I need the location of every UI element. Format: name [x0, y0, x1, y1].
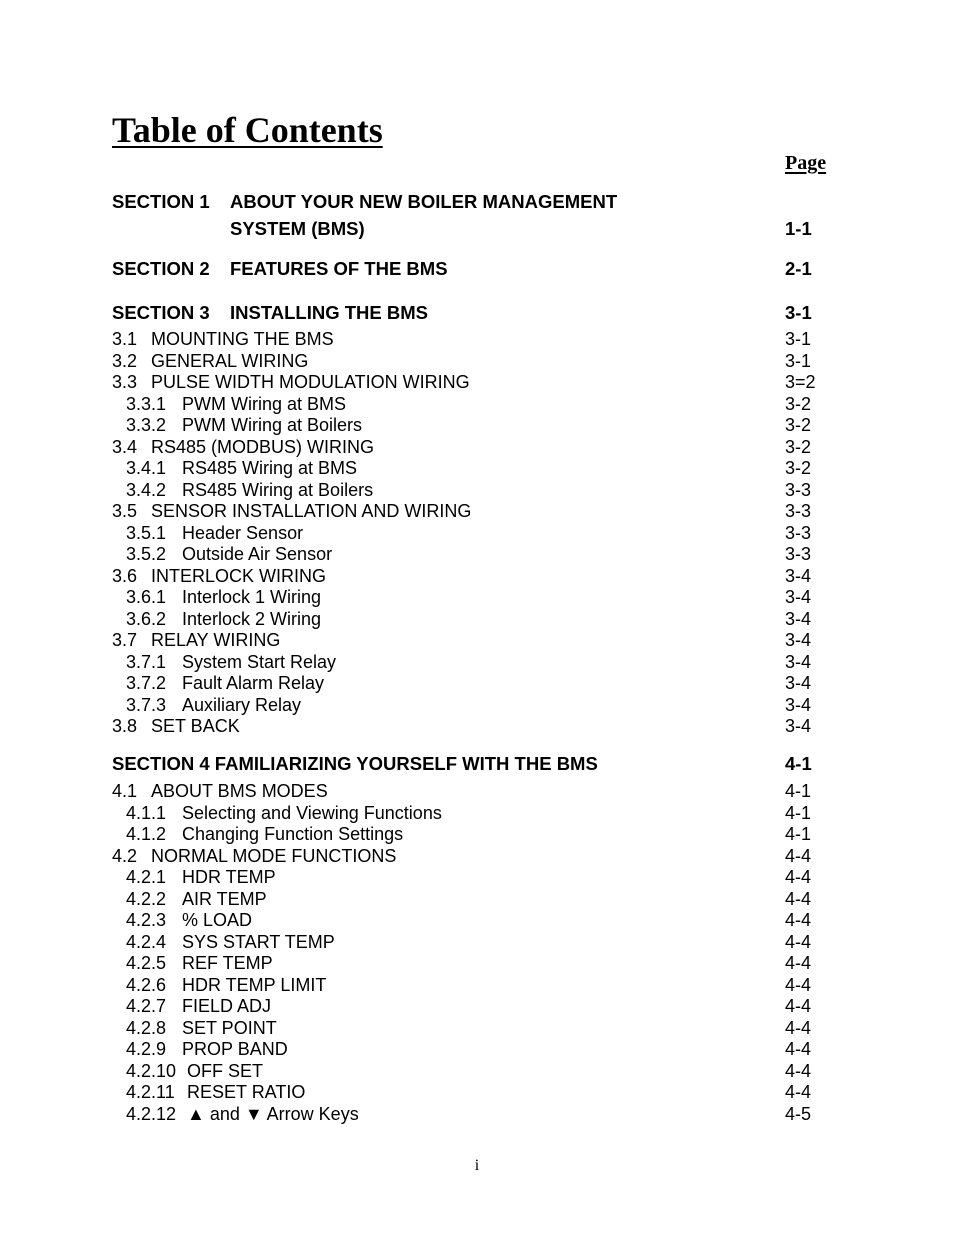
entry-number: 4.1.1 [126, 802, 167, 823]
toc-subentry[interactable] [0, 909, 954, 931]
entry-number: 3.5 [112, 501, 138, 521]
entry-title: PROP BAND [182, 1039, 288, 1059]
entry-page: 4-4 [785, 996, 812, 1016]
entry-title: RS485 Wiring at Boilers [182, 479, 374, 500]
entry-number: 4.2.1 [126, 867, 167, 887]
entry-title: ABOUT BMS MODES [151, 781, 328, 801]
entry-title: OFF SET [187, 1060, 263, 1081]
entry-title: Outside Air Sensor [182, 544, 333, 564]
entry-title: HDR TEMP LIMIT [182, 974, 327, 995]
toc-subentry[interactable] [0, 802, 954, 824]
toc-subentry[interactable] [0, 393, 954, 415]
entry-page: 3-4 [785, 716, 812, 736]
entry-number: 4.2.7 [126, 996, 167, 1016]
toc-subentry[interactable] [0, 457, 954, 479]
entry-number: 3.4 [112, 436, 138, 457]
toc-subentry[interactable] [0, 888, 954, 910]
toc-entry[interactable] [0, 715, 954, 737]
entry-page: 4-4 [785, 931, 812, 952]
entry-title: Fault Alarm Relay [182, 673, 325, 693]
entry-title: ▲ and ▼ Arrow Keys [187, 1103, 359, 1124]
page-number-footer: i [474, 1157, 480, 1174]
entry-page: 4-4 [785, 867, 812, 887]
toc-subentry[interactable] [0, 995, 954, 1017]
toc-entry[interactable] [0, 780, 954, 802]
entry-page: 4-4 [785, 1039, 812, 1059]
entry-title: SYS START TEMP [182, 931, 335, 952]
entry-title: SET BACK [151, 716, 240, 736]
entry-title: NORMAL MODE FUNCTIONS [151, 845, 397, 866]
toc-subentry[interactable] [0, 823, 954, 845]
entry-title: Changing Function Settings [182, 824, 404, 844]
toc-entry[interactable] [0, 350, 954, 372]
entry-page: 4-5 [785, 1103, 812, 1124]
entry-number: 3.6 [112, 565, 138, 586]
entry-page: 3-2 [785, 458, 812, 478]
entry-page: 3-1 [785, 329, 812, 349]
toc-subentry[interactable] [0, 974, 954, 996]
entry-page: 3-4 [785, 587, 812, 607]
entry-title: HDR TEMP [182, 867, 276, 887]
entry-page: 3-2 [785, 436, 812, 457]
entry-page: 3-2 [785, 393, 812, 414]
entry-number: 4.1.2 [126, 824, 167, 844]
toc-entry[interactable] [0, 500, 954, 522]
section-page: 3-1 [785, 302, 812, 323]
entry-number: 3.6.2 [126, 608, 167, 629]
entry-number: 4.2.9 [126, 1039, 167, 1059]
toc-subentry[interactable] [0, 543, 954, 565]
section-number: SECTION 2 [112, 258, 210, 279]
toc-subentry[interactable] [0, 479, 954, 501]
entry-title: AIR TEMP [182, 888, 267, 909]
toc-entry[interactable] [0, 436, 954, 458]
toc-subentry[interactable] [0, 651, 954, 673]
toc-section-row[interactable] [0, 191, 954, 213]
entry-number: 3.6.1 [126, 587, 167, 607]
entry-number: 4.2.5 [126, 953, 167, 973]
toc-subentry[interactable] [0, 608, 954, 630]
toc-entry[interactable] [0, 565, 954, 587]
entry-number: 4.2.12 [126, 1103, 177, 1124]
entry-title: PWM Wiring at Boilers [182, 415, 363, 435]
entry-title: FIELD ADJ [182, 996, 272, 1016]
toc-section-row[interactable] [0, 753, 954, 775]
section-number: SECTION 1 [112, 191, 210, 212]
entry-number: 3.7.3 [126, 694, 167, 715]
entry-page: 3-3 [785, 501, 812, 521]
entry-number: 3.3.2 [126, 415, 167, 435]
entry-page: 4-4 [785, 1017, 812, 1038]
entry-title: Selecting and Viewing Functions [182, 802, 442, 823]
toc-subentry[interactable] [0, 672, 954, 694]
entry-page: 3=2 [785, 372, 816, 392]
entry-title: GENERAL WIRING [151, 350, 309, 371]
toc-section-row[interactable] [0, 258, 954, 280]
entry-number: 3.7.2 [126, 673, 167, 693]
entry-page: 3-3 [785, 522, 812, 543]
entry-number: 4.2.8 [126, 1017, 167, 1038]
entry-title: Interlock 2 Wiring [182, 608, 322, 629]
toc-subentry[interactable] [0, 1038, 954, 1060]
entry-page: 3-3 [785, 479, 812, 500]
toc-section-row[interactable] [0, 218, 954, 240]
entry-page: 3-3 [785, 544, 812, 564]
entry-title: Header Sensor [182, 522, 304, 543]
toc-subentry[interactable] [0, 952, 954, 974]
entry-page: 3-1 [785, 350, 812, 371]
toc-subentry[interactable] [0, 414, 954, 436]
entry-number: 3.8 [112, 716, 138, 736]
entry-page: 4-4 [785, 1082, 812, 1102]
entry-title: INTERLOCK WIRING [151, 565, 327, 586]
toc-subentry[interactable] [0, 1103, 954, 1125]
entry-page: 3-4 [785, 673, 812, 693]
section-page: 4-1 [785, 753, 812, 774]
entry-page: 3-4 [785, 694, 812, 715]
entry-title: SENSOR INSTALLATION AND WIRING [151, 501, 472, 521]
entry-number: 4.2.6 [126, 974, 167, 995]
entry-number: 4.2.11 [126, 1082, 175, 1102]
entry-page: 4-4 [785, 845, 812, 866]
toc-subentry[interactable] [0, 1017, 954, 1039]
entry-page: 4-1 [785, 802, 812, 823]
entry-page: 4-1 [785, 781, 812, 801]
entry-number: 3.5.1 [126, 522, 167, 543]
entry-page: 3-4 [785, 630, 812, 650]
entry-page: 4-1 [785, 824, 812, 844]
entry-title: Interlock 1 Wiring [182, 587, 322, 607]
entry-title: % LOAD [182, 910, 253, 930]
entry-title: SET POINT [182, 1017, 277, 1038]
section-number: SECTION 4 FAMILIARIZING YOURSELF WITH THE BMS [112, 753, 598, 774]
toc-subentry[interactable] [0, 694, 954, 716]
section-title: ABOUT YOUR NEW BOILER MANAGEMENT [230, 191, 618, 212]
entry-page: 4-4 [785, 910, 812, 930]
entry-title: RS485 Wiring at BMS [182, 458, 358, 478]
entry-number: 4.2.3 [126, 910, 167, 930]
entry-number: 3.2 [112, 350, 138, 371]
toc-entry[interactable] [0, 371, 954, 393]
toc-entry[interactable] [0, 845, 954, 867]
entry-number: 4.2.2 [126, 888, 167, 909]
entry-number: 3.3.1 [126, 393, 167, 414]
toc-subentry[interactable] [0, 1060, 954, 1082]
page-title: Table of Contents [112, 110, 383, 150]
entry-number: 3.4.1 [126, 458, 167, 478]
entry-title: MOUNTING THE BMS [151, 329, 334, 349]
toc-subentry[interactable] [0, 866, 954, 888]
entry-number: 4.1 [112, 781, 138, 801]
section-page: 1-1 [785, 218, 812, 239]
toc-subentry[interactable] [0, 1081, 954, 1103]
entry-title: RS485 (MODBUS) WIRING [151, 436, 375, 457]
toc-subentry[interactable] [0, 586, 954, 608]
toc-subentry[interactable] [0, 931, 954, 953]
toc-entry[interactable] [0, 629, 954, 651]
entry-title: RESET RATIO [187, 1082, 306, 1102]
entry-title: PWM Wiring at BMS [182, 393, 347, 414]
entry-number: 4.2.10 [126, 1060, 177, 1081]
entry-page: 4-4 [785, 974, 812, 995]
entry-number: 3.4.2 [126, 479, 167, 500]
entry-title: RELAY WIRING [151, 630, 281, 650]
entry-page: 4-4 [785, 953, 812, 973]
entry-page: 4-4 [785, 1060, 812, 1081]
entry-title: Auxiliary Relay [182, 694, 302, 715]
page-column-header: Page [785, 152, 827, 174]
section-title: INSTALLING THE BMS [230, 302, 429, 323]
entry-number: 3.3 [112, 372, 138, 392]
entry-number: 3.7 [112, 630, 138, 650]
section-page: 2-1 [785, 258, 812, 279]
toc-subentry[interactable] [0, 522, 954, 544]
entry-number: 3.5.2 [126, 544, 167, 564]
entry-title: PULSE WIDTH MODULATION WIRING [151, 372, 470, 392]
entry-page: 3-4 [785, 565, 812, 586]
entry-number: 3.1 [112, 329, 138, 349]
section-title: SYSTEM (BMS) [230, 218, 365, 239]
entry-page: 4-4 [785, 888, 812, 909]
entry-page: 3-2 [785, 415, 812, 435]
entry-number: 4.2.4 [126, 931, 167, 952]
section-title: FEATURES OF THE BMS [230, 258, 448, 279]
entry-page: 3-4 [785, 608, 812, 629]
entry-title: System Start Relay [182, 651, 337, 672]
toc-entry[interactable] [0, 328, 954, 350]
entry-number: 3.7.1 [126, 651, 167, 672]
entry-title: REF TEMP [182, 953, 273, 973]
toc-section-row[interactable] [0, 302, 954, 324]
section-number: SECTION 3 [112, 302, 210, 323]
entry-number: 4.2 [112, 845, 138, 866]
entry-page: 3-4 [785, 651, 812, 672]
